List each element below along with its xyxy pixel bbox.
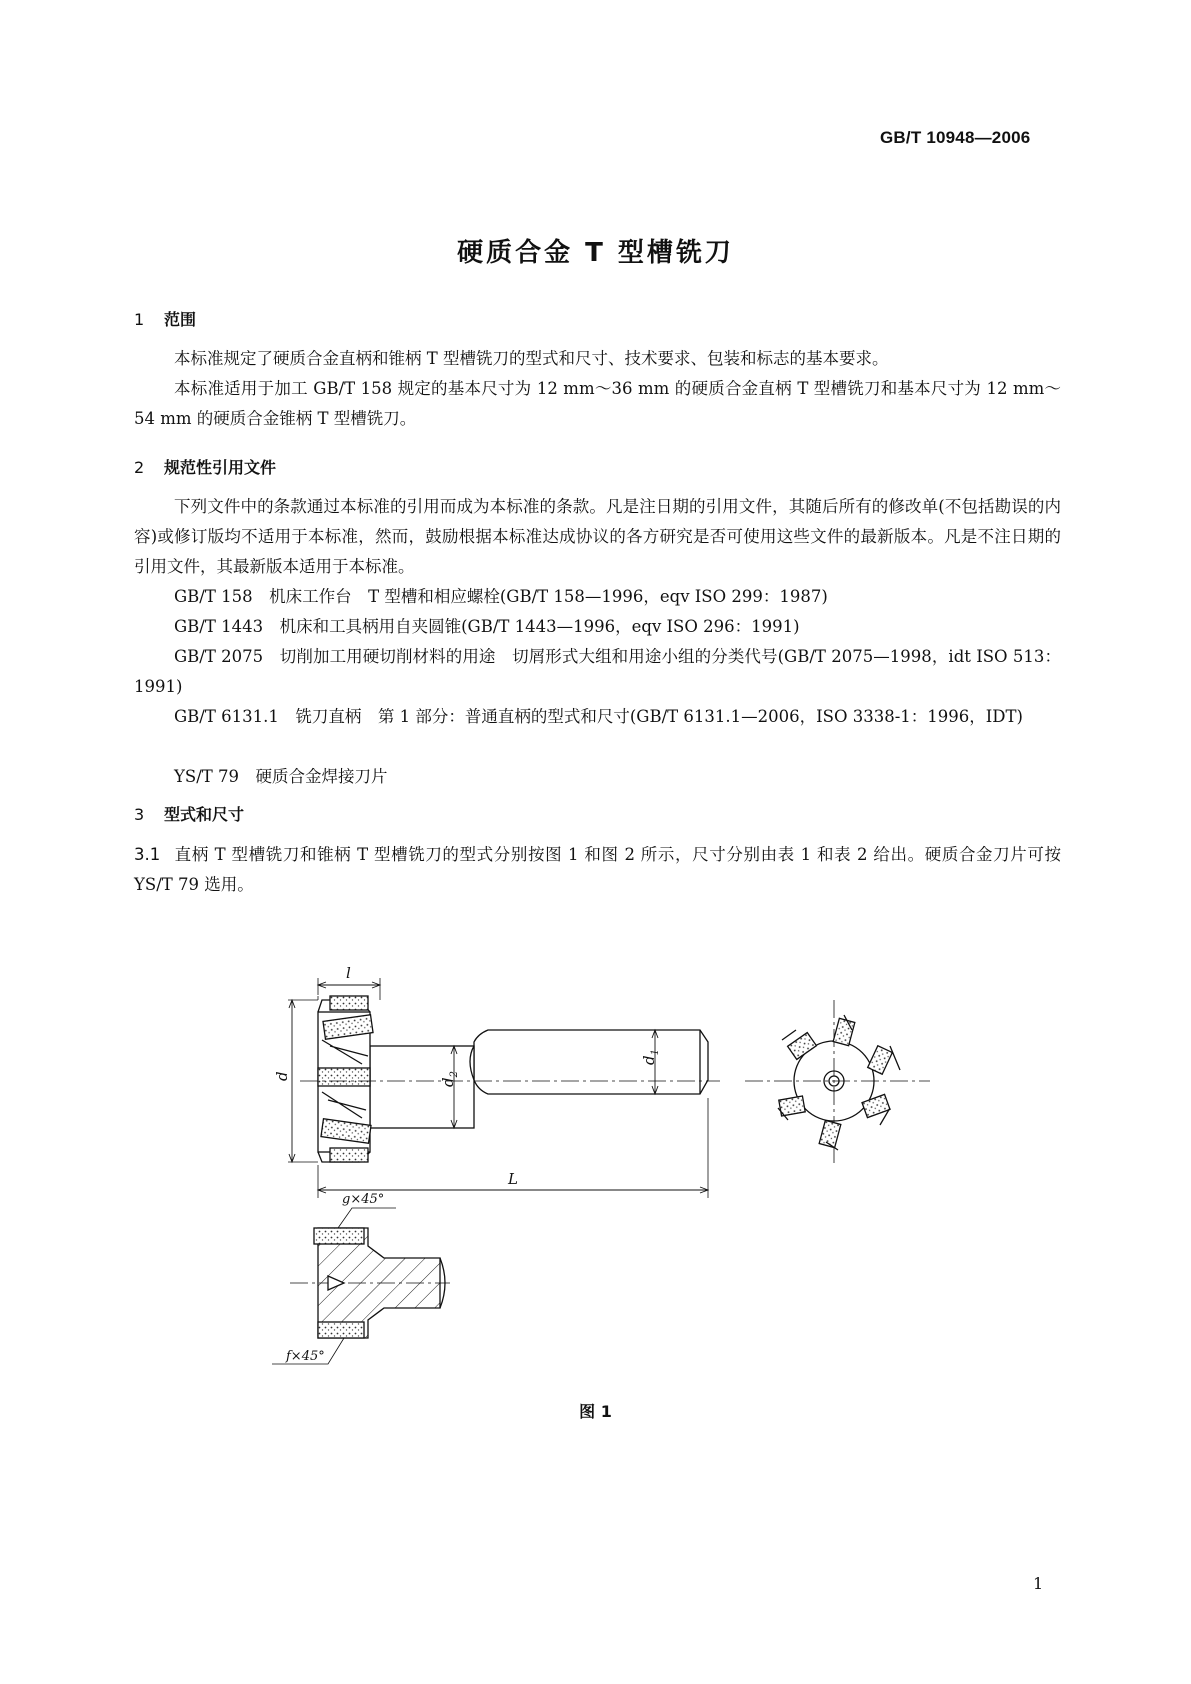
- label-f-chamfer: f×45°: [286, 1349, 325, 1364]
- section-title: 型式和尺寸: [164, 805, 245, 824]
- section-number: 3: [134, 805, 145, 824]
- label-d2-main: d: [439, 1077, 457, 1087]
- section-title: 范围: [164, 310, 197, 329]
- section-title: 规范性引用文件: [164, 458, 277, 477]
- section-1-paragraph-1: 本标准规定了硬质合金直柄和锥柄 T 型槽铣刀的型式和尺寸、技术要求、包装和标志的基本要求。: [174, 349, 889, 368]
- label-d: d: [273, 1071, 291, 1081]
- clause-text: 直柄 T 型槽铣刀和锥柄 T 型槽铣刀的型式分别按图 1 和图 2 所示，尺寸分别由表 1 和表 2 给出。硬质合金刀片可按 YS/T 79 选用。: [134, 845, 1061, 894]
- standard-code: GB/T 10948—2006: [880, 128, 1031, 147]
- label-d1-sub: 1: [650, 1049, 661, 1056]
- label-d1-main: d: [640, 1055, 658, 1065]
- cutter-end-view: [745, 1000, 930, 1165]
- label-g-chamfer: g×45°: [342, 1192, 385, 1207]
- reference-text: 机床和工具柄用自夹圆锥(GB/T 1443—1996，eqv ISO 296：1991): [279, 617, 800, 636]
- section-number: 2: [134, 458, 145, 477]
- section-2-paragraph: 下列文件中的条款通过本标准的引用而成为本标准的条款。凡是注日期的引用文件，其随后所有的修改单(不包括勘误的内容)或修订版均不适用于本标准，然而，鼓励根据本标准达成协议的各方研究是否可使用这些文件的最新版本。凡是不注日期的引用文件，其最新版本适用于本标准。: [134, 497, 1061, 576]
- reference-code: GB/T 1443: [174, 617, 264, 636]
- reference-code: GB/T 158: [174, 587, 253, 606]
- clause-number: 3.1: [134, 845, 161, 864]
- reference-text: 铣刀直柄 第 1 部分：普通直柄的型式和尺寸(GB/T 6131.1—2006，ISO 3338-1：1996，IDT): [295, 707, 1023, 726]
- label-L: L: [508, 1170, 518, 1188]
- cutter-detail-section: [272, 1208, 450, 1364]
- section-number: 1: [134, 310, 145, 329]
- cutter-side-view: [288, 978, 720, 1198]
- figure-caption: 图 1: [579, 1402, 612, 1421]
- reference-code: GB/T 6131.1: [174, 707, 279, 726]
- section-1-paragraph-2: 本标准适用于加工 GB/T 158 规定的基本尺寸为 12 mm～36 mm 的硬质合金直柄 T 型槽铣刀和基本尺寸为 12 mm～54 mm 的硬质合金锥柄 T 型槽铣刀。: [134, 379, 1061, 428]
- reference-code: YS/T 79: [174, 767, 240, 786]
- reference-text: 切削加工用硬切削材料的用途 切屑形式大组和用途小组的分类代号(GB/T 2075—1998，idt ISO 513：1991): [134, 647, 1061, 696]
- label-d2-sub: 2: [449, 1071, 460, 1078]
- reference-text: 机床工作台 T 型槽和相应螺栓(GB/T 158—1996，eqv ISO 299：1987): [269, 587, 828, 606]
- reference-code: GB/T 2075: [174, 647, 264, 666]
- document-title: 硬质合金 T 型槽铣刀: [457, 238, 734, 268]
- page-number: 1: [1033, 1574, 1044, 1593]
- reference-text: 硬质合金焊接刀片: [255, 767, 388, 786]
- label-l: l: [346, 964, 351, 982]
